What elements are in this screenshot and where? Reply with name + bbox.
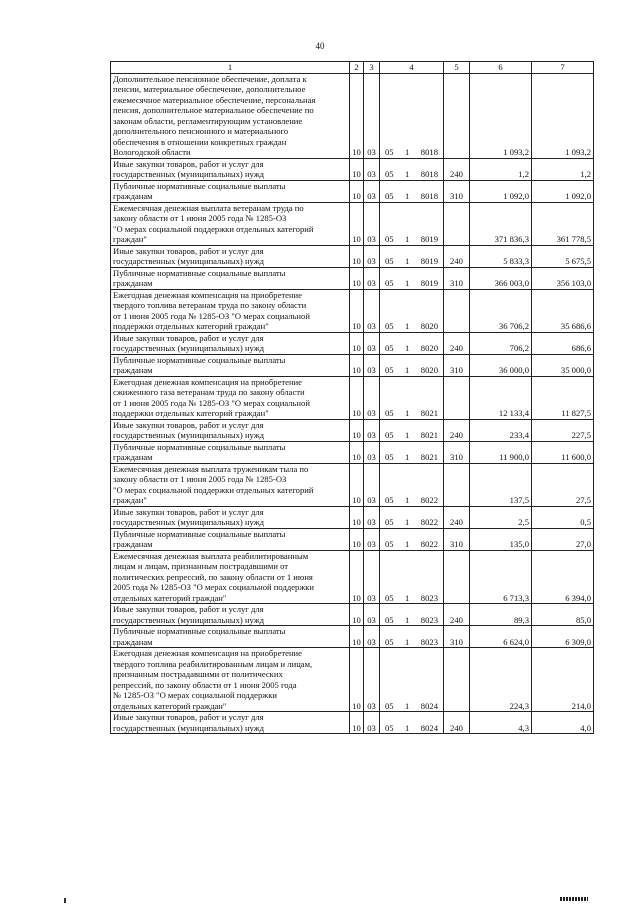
target-article-cell [380,528,444,550]
target-article-part: 8018 [420,191,438,201]
subsection-code-cell: 03 [364,712,380,734]
table-row [111,648,594,712]
target-article-cell [380,419,444,441]
expense-type-cell [444,73,470,158]
expense-name-cell: Публичные нормативные социальные выплаты гражданам [111,180,350,202]
table-row [111,245,594,267]
table-row [111,626,594,648]
section-code-cell: 10 [350,463,364,506]
subsection-code-cell: 03 [364,604,380,626]
target-article-part: 1 [405,408,410,418]
target-article-part: 8022 [420,495,438,505]
amount-year-2-cell: 356 103,0 [532,267,594,289]
section-code-cell: 10 [350,441,364,463]
target-article-part: 8019 [420,234,438,244]
amount-year-1-cell: 2,5 [470,506,532,528]
expense-name-cell: Публичные нормативные социальные выплаты гражданам [111,528,350,550]
amount-year-1-cell: 706,2 [470,332,532,354]
target-article-part: 1 [405,147,410,157]
section-code-cell: 10 [350,354,364,376]
expense-type-cell: 240 [444,419,470,441]
target-article-cell [380,648,444,712]
expense-type-cell [444,550,470,604]
table-row [111,180,594,202]
subsection-code-cell: 03 [364,245,380,267]
amount-year-1-cell: 6 624,0 [470,626,532,648]
target-article-part: 1 [405,191,410,201]
target-article-part: 1 [405,700,410,711]
amount-year-2-cell: 1 093,2 [532,73,594,158]
expense-type-cell: 240 [444,158,470,180]
target-article-part: 1 [405,636,410,647]
target-article-part: 05 [385,343,394,353]
target-article-part: 1 [405,517,410,527]
target-article-part: 05 [385,517,394,527]
target-article-part: 8021 [420,452,438,462]
target-article-part: 1 [405,495,410,505]
section-code-cell: 10 [350,712,364,734]
target-article-part: 1 [405,256,410,266]
target-article-cell [380,604,444,626]
target-article-cell [380,267,444,289]
amount-year-2-cell: 214,0 [532,648,594,712]
target-article-part: 05 [385,278,394,288]
target-article-part: 05 [385,636,394,647]
subsection-code-cell: 03 [364,267,380,289]
expense-name-cell: Иные закупки товаров, работ и услуг для государственных (муниципальных) нужд [111,712,350,734]
expense-name-cell: Ежемесячная денежная выплата труженикам тыла по закону области от 1 июня 2005 года № 1285-ОЗ "О мерах социальной поддержки отдельных категорий граждан" [111,463,350,506]
section-code-cell: 10 [350,528,364,550]
expense-name-cell: Публичные нормативные социальные выплаты гражданам [111,626,350,648]
target-article-cell [380,712,444,734]
expense-type-cell [444,648,470,712]
target-article-part: 05 [385,365,394,375]
section-code-cell: 10 [350,245,364,267]
amount-year-1-cell: 1,2 [470,158,532,180]
budget-table [110,61,594,734]
subsection-code-cell: 03 [364,158,380,180]
amount-year-2-cell: 686,6 [532,332,594,354]
expense-name-cell: Дополнительное пенсионное обеспечение, доплата к пенсии, материальное обеспечение, дополнительное ежемесячное материальное обеспечение, персональная пенсия, дополнительное материальное обеспечение по законам области, регламентирующим установление дополнительного пенсионного и материального обеспечения в отношении конкретных граждан Вологодской области [111,73,350,158]
target-article-part: 1 [405,365,410,375]
subsection-code-cell: 03 [364,202,380,245]
amount-year-1-cell: 4,3 [470,712,532,734]
expense-type-cell: 310 [444,180,470,202]
amount-year-2-cell: 4,0 [532,712,594,734]
table-row [111,332,594,354]
target-article-part: 8018 [420,147,438,157]
amount-year-1-cell: 36 706,2 [470,289,532,332]
expense-type-cell: 310 [444,354,470,376]
amount-year-1-cell: 36 000,0 [470,354,532,376]
section-code-cell: 10 [350,419,364,441]
target-article-cell [380,441,444,463]
table-row [111,202,594,245]
target-article-part: 1 [405,539,410,549]
amount-year-1-cell: 11 900,0 [470,441,532,463]
target-article-cell [380,245,444,267]
target-article-part: 1 [405,343,410,353]
target-article-part: 05 [385,700,394,711]
target-article-part: 8020 [420,365,438,375]
column-header: 1 [111,62,350,74]
amount-year-2-cell: 0,5 [532,506,594,528]
section-code-cell: 10 [350,550,364,604]
subsection-code-cell: 03 [364,332,380,354]
target-article-part: 05 [385,452,394,462]
target-article-part: 1 [405,234,410,244]
table-row [111,712,594,734]
section-code-cell: 10 [350,289,364,332]
expense-name-cell: Публичные нормативные социальные выплаты гражданам [111,354,350,376]
expense-type-cell [444,289,470,332]
target-article-part: 1 [405,430,410,440]
target-article-part: 05 [385,147,394,157]
target-article-cell [380,202,444,245]
target-article-part: 05 [385,191,394,201]
section-code-cell: 10 [350,158,364,180]
target-article-cell [380,376,444,419]
target-article-part: 1 [405,452,410,462]
expense-type-cell [444,463,470,506]
target-article-part: 05 [385,256,394,266]
target-article-part: 1 [405,592,410,603]
target-article-part: 05 [385,495,394,505]
subsection-code-cell: 03 [364,419,380,441]
expense-type-cell: 310 [444,267,470,289]
table-row [111,376,594,419]
target-article-part: 05 [385,169,394,179]
target-article-part: 8024 [420,722,438,733]
target-article-part: 05 [385,234,394,244]
expense-name-cell: Иные закупки товаров, работ и услуг для государственных (муниципальных) нужд [111,419,350,441]
expense-name-cell: Публичные нормативные социальные выплаты гражданам [111,267,350,289]
table-row [111,506,594,528]
target-article-cell [380,73,444,158]
subsection-code-cell: 03 [364,376,380,419]
expense-name-cell: Ежемесячная денежная выплата ветеранам труда по закону области от 1 июня 2005 года № 1285-ОЗ "О мерах социальной поддержки отдельных категорий граждан" [111,202,350,245]
amount-year-2-cell: 11 600,0 [532,441,594,463]
table-row [111,463,594,506]
expense-name-cell: Иные закупки товаров, работ и услуг для государственных (муниципальных) нужд [111,158,350,180]
target-article-cell [380,180,444,202]
target-article-cell [380,332,444,354]
amount-year-1-cell: 6 713,3 [470,550,532,604]
section-code-cell: 10 [350,604,364,626]
column-header: 7 [532,62,594,74]
column-header: 5 [444,62,470,74]
expense-name-cell: Иные закупки товаров, работ и услуг для государственных (муниципальных) нужд [111,245,350,267]
amount-year-2-cell: 1,2 [532,158,594,180]
expense-name-cell: Иные закупки товаров, работ и услуг для государственных (муниципальных) нужд [111,604,350,626]
target-article-part: 8021 [420,408,438,418]
target-article-part: 8024 [420,700,438,711]
amount-year-1-cell: 1 092,0 [470,180,532,202]
target-article-part: 8020 [420,321,438,331]
section-code-cell: 10 [350,648,364,712]
expense-type-cell: 310 [444,626,470,648]
subsection-code-cell: 03 [364,506,380,528]
table-row [111,441,594,463]
expense-name-cell: Ежегодная денежная компенсация на приобретение твердого топлива реабилитированным лицам и лицам, признанным пострадавшими от политических репрессий, по закону области от 1 июня 2005 года № 1285-ОЗ "О мерах социальной поддержки отдельных категорий граждан" [111,648,350,712]
target-article-part: 1 [405,169,410,179]
scan-mark-left [64,898,66,903]
target-article-part: 8023 [420,636,438,647]
target-article-part: 8022 [420,539,438,549]
column-header: 6 [470,62,532,74]
amount-year-2-cell: 35 686,6 [532,289,594,332]
target-article-part: 05 [385,539,394,549]
amount-year-1-cell: 137,5 [470,463,532,506]
section-code-cell: 10 [350,73,364,158]
target-article-part: 8019 [420,256,438,266]
amount-year-2-cell: 27,5 [532,463,594,506]
expense-type-cell [444,202,470,245]
subsection-code-cell: 03 [364,463,380,506]
table-body [111,73,594,734]
target-article-part: 05 [385,592,394,603]
target-article-part: 8023 [420,614,438,625]
expense-type-cell: 240 [444,245,470,267]
section-code-cell: 10 [350,180,364,202]
target-article-part: 1 [405,278,410,288]
target-article-part: 05 [385,430,394,440]
subsection-code-cell: 03 [364,289,380,332]
table-row [111,354,594,376]
target-article-part: 8022 [420,517,438,527]
subsection-code-cell: 03 [364,73,380,158]
target-article-cell [380,463,444,506]
target-article-part: 8021 [420,430,438,440]
subsection-code-cell: 03 [364,441,380,463]
amount-year-2-cell: 5 675,5 [532,245,594,267]
amount-year-2-cell: 11 827,5 [532,376,594,419]
section-code-cell: 10 [350,376,364,419]
table-row [111,267,594,289]
target-article-part: 05 [385,614,394,625]
target-article-part: 8023 [420,592,438,603]
expense-type-cell: 240 [444,604,470,626]
amount-year-2-cell: 361 778,5 [532,202,594,245]
subsection-code-cell: 03 [364,180,380,202]
page-number: 40 [315,41,325,51]
amount-year-2-cell: 85,0 [532,604,594,626]
amount-year-2-cell: 6 309,0 [532,626,594,648]
amount-year-1-cell: 12 133,4 [470,376,532,419]
section-code-cell: 10 [350,332,364,354]
amount-year-2-cell: 6 394,0 [532,550,594,604]
target-article-cell [380,550,444,604]
column-header: 2 [350,62,364,74]
expense-name-cell: Ежегодная денежная компенсация на приобретение твердого топлива ветеранам труда по закону области от 1 июня 2005 года № 1285-ОЗ "О мерах социальной поддержки отдельных категорий граждан" [111,289,350,332]
expense-type-cell: 310 [444,441,470,463]
table-row [111,419,594,441]
subsection-code-cell: 03 [364,648,380,712]
target-article-cell [380,158,444,180]
section-code-cell: 10 [350,202,364,245]
amount-year-1-cell: 5 833,3 [470,245,532,267]
amount-year-2-cell: 1 092,0 [532,180,594,202]
target-article-part: 8020 [420,343,438,353]
amount-year-1-cell: 366 003,0 [470,267,532,289]
amount-year-1-cell: 224,3 [470,648,532,712]
amount-year-2-cell: 35 000,0 [532,354,594,376]
target-article-part: 8019 [420,278,438,288]
amount-year-1-cell: 89,3 [470,604,532,626]
table-row [111,73,594,158]
target-article-part: 1 [405,321,410,331]
section-code-cell: 10 [350,506,364,528]
section-code-cell: 10 [350,267,364,289]
target-article-part: 8018 [420,169,438,179]
amount-year-1-cell: 1 093,2 [470,73,532,158]
amount-year-1-cell: 135,0 [470,528,532,550]
target-article-cell [380,289,444,332]
amount-year-2-cell: 227,5 [532,419,594,441]
target-article-part: 05 [385,321,394,331]
target-article-part: 1 [405,722,410,733]
expense-name-cell: Ежегодная денежная компенсация на приобретение сжиженного газа ветеранам труда по закону области от 1 июня 2005 года № 1285-ОЗ "О мерах социальной поддержки отдельных категорий граждан" [111,376,350,419]
target-article-part: 05 [385,408,394,418]
expense-name-cell: Иные закупки товаров, работ и услуг для государственных (муниципальных) нужд [111,332,350,354]
table-row [111,289,594,332]
table-row [111,550,594,604]
expense-name-cell: Иные закупки товаров, работ и услуг для государственных (муниципальных) нужд [111,506,350,528]
target-article-cell [380,354,444,376]
column-number-header-row [111,62,594,74]
amount-year-2-cell: 27,0 [532,528,594,550]
table-row [111,528,594,550]
expense-type-cell: 240 [444,506,470,528]
target-article-cell [380,506,444,528]
target-article-part: 05 [385,722,394,733]
subsection-code-cell: 03 [364,528,380,550]
subsection-code-cell: 03 [364,354,380,376]
expense-type-cell: 310 [444,528,470,550]
amount-year-1-cell: 233,4 [470,419,532,441]
scan-mark-right [560,897,588,901]
target-article-cell [380,626,444,648]
expense-type-cell: 240 [444,712,470,734]
subsection-code-cell: 03 [364,550,380,604]
subsection-code-cell: 03 [364,626,380,648]
column-header: 3 [364,62,380,74]
target-article-part: 1 [405,614,410,625]
expense-name-cell: Публичные нормативные социальные выплаты гражданам [111,441,350,463]
amount-year-1-cell: 371 836,3 [470,202,532,245]
table-row [111,604,594,626]
expense-type-cell [444,376,470,419]
expense-name-cell: Ежемесячная денежная выплата реабилитированным лицам и лицам, признанным пострадавшими от политических репрессий, по закону области от 1 июня 2005 года № 1285-ОЗ "О мерах социальной поддержки отдельных категорий граждан" [111,550,350,604]
table-row [111,158,594,180]
column-header: 4 [380,62,444,74]
expense-type-cell: 240 [444,332,470,354]
section-code-cell: 10 [350,626,364,648]
